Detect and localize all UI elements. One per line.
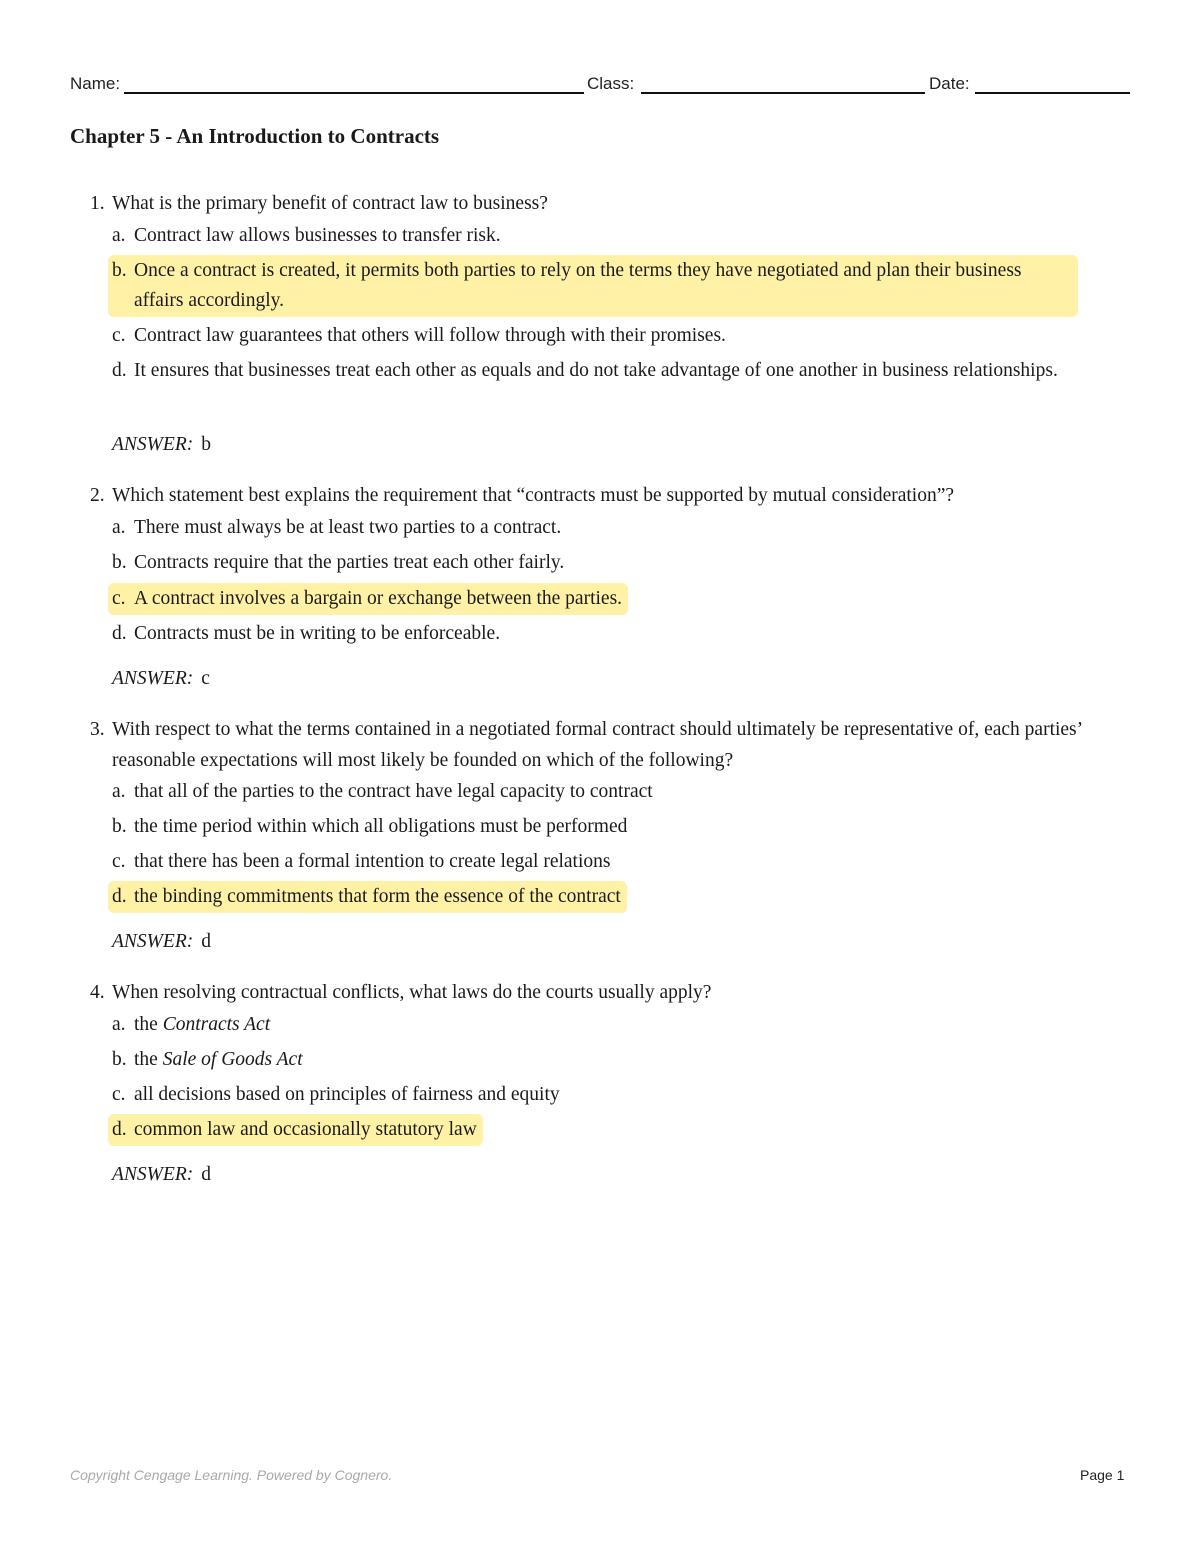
option-c-highlighted [108, 583, 628, 615]
date-field-line[interactable] [975, 92, 1130, 94]
name-label: Name: [70, 74, 121, 93]
question-text [90, 480, 1090, 511]
option-letter: c. [112, 1084, 126, 1105]
option-letter: c. [112, 325, 126, 346]
option-c [108, 846, 616, 878]
option-letter: a. [112, 517, 126, 538]
option-letter: a. [112, 781, 126, 802]
option-text: There must always be at least two parties to a contract. [134, 517, 562, 538]
option-a [108, 220, 507, 252]
option-letter: c. [112, 588, 126, 609]
option-letter: d. [112, 360, 127, 381]
option-d [108, 618, 506, 650]
option-a [108, 776, 659, 808]
question-text [90, 188, 1090, 219]
answer-value: b [201, 434, 211, 455]
page-number: Page 1 [1080, 1467, 1125, 1483]
option-prefix: the [134, 1049, 163, 1070]
option-text: that all of the parties to the contract have legal capacity to contract [134, 781, 653, 802]
option-text: Once a contract is created, it permits both parties to rely on the terms they have negotiated and plan their business affairs accordingly. [134, 260, 1022, 311]
option-b-highlighted [108, 255, 1078, 317]
option-text: Contracts require that the parties treat each other fairly. [134, 552, 565, 573]
date-label: Date: [929, 74, 970, 93]
option-letter: a. [112, 1014, 126, 1035]
option-d-highlighted [108, 881, 627, 913]
answer-label: ANSWER: [112, 668, 194, 689]
student-info-header [70, 72, 1130, 98]
option-c [108, 1079, 566, 1111]
option-letter: a. [112, 225, 126, 246]
answer-line [112, 1164, 211, 1186]
option-text: all decisions based on principles of fairness and equity [134, 1084, 560, 1105]
option-text: Contract law guarantees that others will follow through with their promises. [134, 325, 726, 346]
option-text: Contracts must be in writing to be enforceable. [134, 623, 501, 644]
copyright-footer: Copyright Cengage Learning. Powered by Cognero. [70, 1467, 393, 1483]
question-number: 3. [90, 719, 105, 740]
option-letter: b. [112, 1049, 127, 1070]
option-letter: d. [112, 623, 127, 644]
option-d-highlighted [108, 1114, 483, 1146]
question-body: With respect to what the terms contained in a negotiated formal contract should ultimately be representative of, each parties’ reasonable expectations will most likely be founded on which of the following? [112, 719, 1082, 771]
option-b [108, 811, 633, 843]
answer-line [112, 434, 211, 456]
question-body: What is the primary benefit of contract law to business? [112, 193, 548, 214]
name-field-line[interactable] [124, 92, 584, 94]
question-number: 2. [90, 485, 105, 506]
option-letter: b. [112, 260, 127, 281]
answer-label: ANSWER: [112, 931, 194, 952]
option-text: A contract involves a bargain or exchange between the parties. [134, 588, 623, 609]
question-text [90, 714, 1090, 776]
option-italic-title: Contracts Act [162, 1014, 271, 1035]
option-prefix: the [134, 1014, 163, 1035]
option-text: Contract law allows businesses to transfer risk. [134, 225, 501, 246]
option-text: It ensures that businesses treat each other as equals and do not take advantage of one another in business relationships. [134, 360, 1058, 381]
answer-value: d [201, 1164, 211, 1185]
question-body: When resolving contractual conflicts, what laws do the courts usually apply? [112, 982, 712, 1003]
question-body: Which statement best explains the requirement that “contracts must be supported by mutual consideration”? [112, 485, 955, 506]
option-text: common law and occasionally statutory law [134, 1119, 477, 1140]
page-title: Chapter 5 - An Introduction to Contracts [70, 124, 440, 148]
option-text: the time period within which all obligations must be performed [134, 816, 628, 837]
question-text [90, 977, 1090, 1008]
answer-label: ANSWER: [112, 434, 194, 455]
option-letter: d. [112, 1119, 127, 1140]
option-letter: d. [112, 886, 127, 907]
answer-line [112, 668, 210, 690]
option-b [108, 1044, 309, 1076]
option-text: that there has been a formal intention to create legal relations [134, 851, 611, 872]
class-label: Class: [587, 74, 635, 93]
class-field-line[interactable] [641, 92, 925, 94]
option-a [108, 512, 567, 544]
question-number: 1. [90, 193, 105, 214]
option-letter: b. [112, 552, 127, 573]
question-number: 4. [90, 982, 105, 1003]
answer-value: d [201, 931, 211, 952]
option-italic-title: Sale of Goods Act [162, 1049, 303, 1070]
option-letter: c. [112, 851, 126, 872]
answer-line [112, 931, 211, 953]
answer-value: c [201, 668, 210, 689]
option-d [108, 355, 1078, 387]
option-a [108, 1009, 276, 1041]
answer-label: ANSWER: [112, 1164, 194, 1185]
option-c [108, 320, 732, 352]
option-letter: b. [112, 816, 127, 837]
option-b [108, 547, 570, 579]
option-text: the binding commitments that form the essence of the contract [134, 886, 621, 907]
